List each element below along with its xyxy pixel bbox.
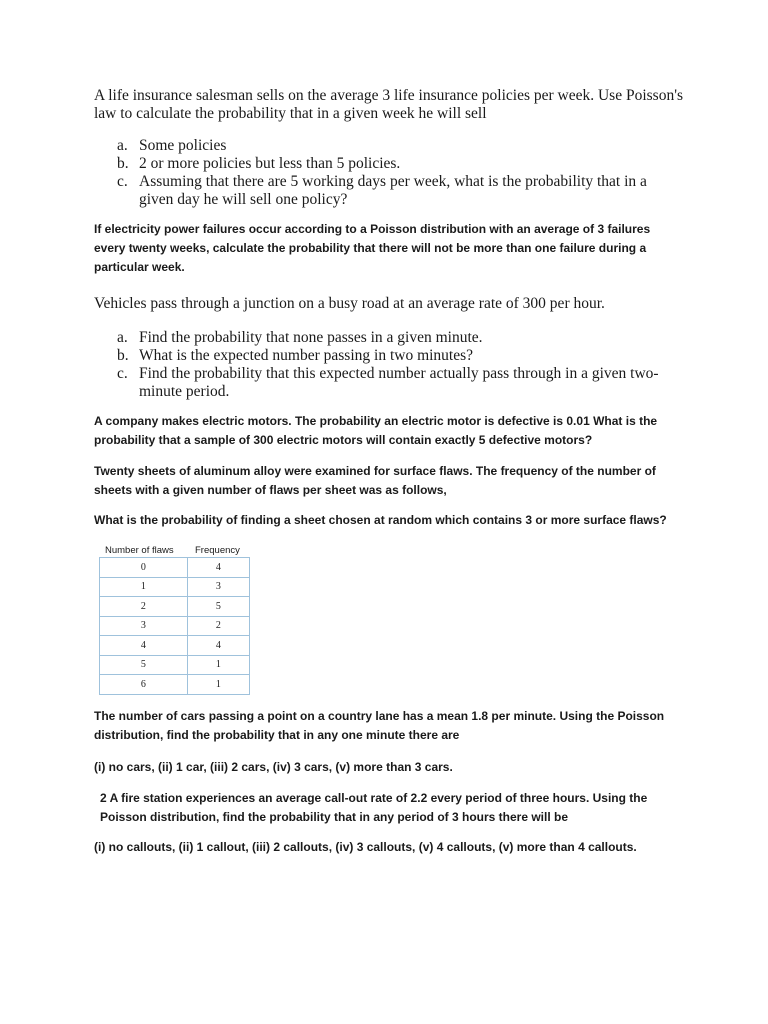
table-cell: 5 — [100, 655, 188, 675]
table-cell: 4 — [187, 636, 249, 656]
q7-parts: (i) no callouts, (ii) 1 callout, (iii) 2 callouts, (iv) 3 callouts, (v) 4 callouts, (v) more than 4 callouts. — [94, 840, 637, 854]
table-cell: 6 — [100, 675, 188, 695]
table-row — [100, 675, 250, 695]
q1-list — [117, 137, 677, 209]
table-cell: 2 — [187, 616, 249, 636]
table-body — [99, 557, 250, 695]
q5-text: Twenty sheets of aluminum alloy were examined for surface flaws. The frequency of the number of sheets with a given number of flaws per sheet was as follows, — [94, 464, 656, 497]
list-item: b. 2 or more policies but less than 5 policies. — [117, 155, 401, 172]
table-row — [100, 558, 250, 578]
list-item: c. Assuming that there are 5 working days per week, what is the probability that in a given day he will sell one policy? — [117, 173, 647, 208]
list-item: a. Some policies — [117, 137, 227, 154]
table-cell: 1 — [187, 675, 249, 695]
table-row — [100, 597, 250, 617]
list-item: b. What is the expected number passing in two minutes? — [117, 347, 474, 364]
q6-text: The number of cars passing a point on a country lane has a mean 1.8 per minute. Using the Poisson distribution, find the probability that in any one minute there are — [94, 709, 665, 742]
q3-list — [117, 329, 677, 401]
table-cell: 4 — [100, 636, 188, 656]
q2-text: If electricity power failures occur according to a Poisson distribution with an average of 3 failures every twenty weeks, calculate the probability that there will not be more than one failure during a particular week. — [94, 222, 651, 274]
column-header: Frequency — [195, 545, 240, 556]
q7-text: 2 A fire station experiences an average call-out rate of 2.2 every period of three hours. Using the Poisson distribution, find the probability that in any period of 3 hours there will be — [100, 791, 648, 824]
table-header — [99, 545, 251, 557]
table-cell: 3 — [187, 577, 249, 597]
list-item: c. Find the probability that this expected number actually pass through in a given two-minute period. — [117, 365, 659, 400]
flaws-frequency-table — [99, 545, 251, 695]
table-row — [100, 616, 250, 636]
q4-text: A company makes electric motors. The probability an electric motor is defective is 0.01 What is the probability that a sample of 300 electric motors will contain exactly 5 defective motors? — [94, 414, 658, 447]
q3-intro: Vehicles pass through a junction on a busy road at an average rate of 300 per hour. — [94, 295, 605, 312]
table-row — [100, 636, 250, 656]
table-cell: 4 — [187, 558, 249, 578]
table-cell: 5 — [187, 597, 249, 617]
table-row — [100, 577, 250, 597]
table-cell: 3 — [100, 616, 188, 636]
q6-parts: (i) no cars, (ii) 1 car, (iii) 2 cars, (iv) 3 cars, (v) more than 3 cars. — [94, 760, 453, 774]
table-cell: 1 — [100, 577, 188, 597]
table-cell: 1 — [187, 655, 249, 675]
table-cell: 2 — [100, 597, 188, 617]
list-item: a. Find the probability that none passes in a given minute. — [117, 329, 483, 346]
table-row — [100, 655, 250, 675]
table-cell: 0 — [100, 558, 188, 578]
column-header: Number of flaws — [105, 545, 174, 556]
q1-intro: A life insurance salesman sells on the average 3 life insurance policies per week. Use Poisson's law to calculate the probability that in a given week he will sell — [94, 87, 684, 122]
q5-question: What is the probability of finding a sheet chosen at random which contains 3 or more surface flaws? — [94, 513, 667, 527]
